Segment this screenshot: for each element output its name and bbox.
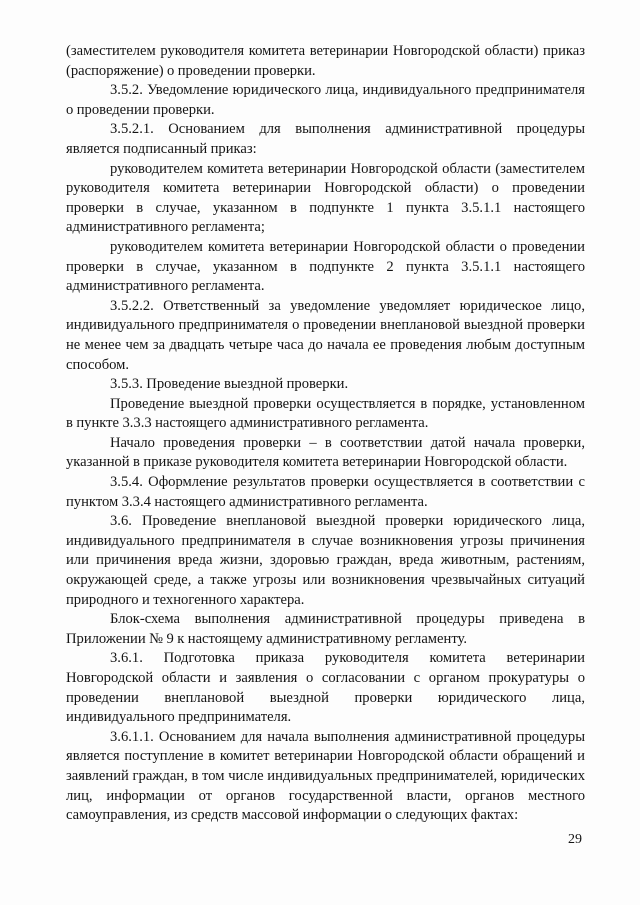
paragraph: Проведение выездной проверки осуществляется в порядке, установленном в пункте 3.3.3 настоящего административного регламента. (66, 395, 585, 432)
paragraph: 3.5.4. Оформление результатов проверки осуществляется в соответствии с пунктом 3.3.4 настоящего административного регламента. (66, 474, 585, 510)
document-body (66, 42, 585, 826)
paragraph: 3.6.1.1. Основанием для начала выполнения административной процедуры является поступление в комитет ветеринарии Новгородской области обращений и заявлений граждан, в том числе индивидуальных предпринимателей, юридических лиц, информации от органов государственной власти, органов местного самоуправления, из средств массовой информации о следующих фактах: (66, 728, 585, 824)
paragraph: 3.6.1. Подготовка приказа руководителя комитета ветеринарии Новгородской области и заявления о согласовании с органом прокуратуры о проведении внеплановой выездной проверки юридического лица, индивидуального предпринимателя. (66, 650, 585, 726)
paragraph: Начало проведения проверки – в соответствии датой начала проверки, указанной в приказе руководителя комитета ветеринарии Новгородской области. (66, 434, 585, 471)
paragraph: Блок-схема выполнения административной процедуры приведена в Приложении № 9 к настоящему административному регламенту. (66, 611, 585, 647)
paragraph: 3.5.2.2. Ответственный за уведомление уведомляет юридическое лицо, индивидуального предпринимателя о проведении внеплановой выездной проверки не менее чем за двадцать четыре часа до начала ее проведения любым доступным способом. (66, 297, 585, 373)
paragraph: руководителем комитета ветеринарии Новгородской области (заместителем руководителя комитета ветеринарии Новгородской области) о проведении проверки в случае, указанном в подпункте 1 пункта 3.5.1.1 настоящего административного регламента; (66, 160, 585, 236)
page-number: 29 (568, 832, 582, 847)
paragraph: 3.5.3. Проведение выездной проверки. (110, 376, 349, 393)
paragraph: (заместителем руководителя комитета ветеринарии Новгородской области) приказ (распоряжение) о проведении проверки. (66, 43, 585, 79)
paragraph: 3.6. Проведение внеплановой выездной проверки юридического лица, индивидуального предпринимателя в случае возникновения угрозы причинения или причинения вреда жизни, здоровью граждан, вреда животным, растениям, окружающей среде, а также угрозы или возникновения чрезвычайных ситуаций природного и техногенного характера. (66, 513, 585, 608)
paragraph: 3.5.2. Уведомление юридического лица, индивидуального предпринимателя о проведении проверки. (66, 82, 585, 118)
paragraph: 3.5.2.1. Основанием для выполнения административной процедуры является подписанный приказ: (66, 121, 585, 157)
paragraph: руководителем комитета ветеринарии Новгородской области о проведении проверки в случае, указанном в подпункте 2 пункта 3.5.1.1 настоящего административного регламента. (66, 238, 585, 295)
